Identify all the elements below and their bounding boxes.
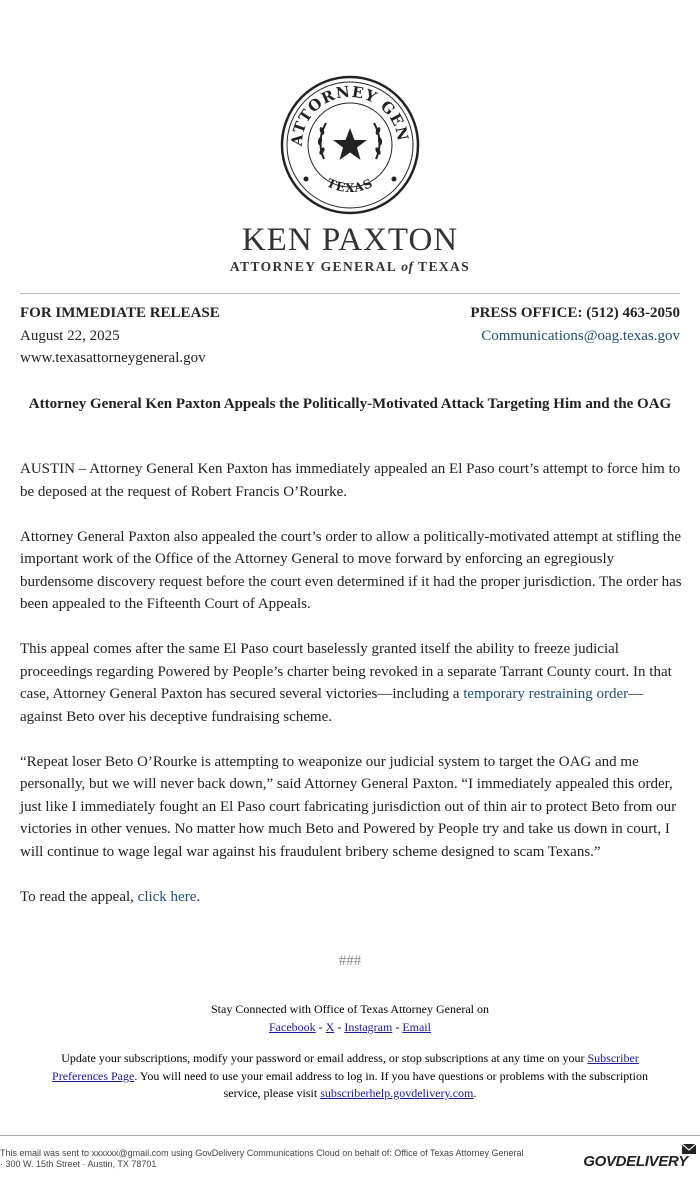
footer-divider [0,1135,700,1136]
instagram-link[interactable]: Instagram [344,1019,393,1034]
release-label: FOR IMMEDIATE RELEASE [20,305,220,321]
body-paragraph-5: To read the appeal, click here. [20,888,201,905]
subscriber-preferences-link[interactable]: Subscriber Preferences Page [52,1051,639,1083]
release-date: August 22, 2025 [20,327,120,344]
release-info [20,302,220,370]
subscriber-help-link[interactable]: subscriberhelp.govdelivery.com [320,1086,474,1100]
social-links: Stay Connected with Office of Texas Attorney General on Facebook - X - Instagram - Email [0,1001,700,1036]
end-mark: ### [338,953,362,969]
govdelivery-logo[interactable]: GOVDELIVERY [583,1153,688,1170]
header-divider [20,293,680,294]
appeal-link[interactable]: click here [137,888,197,905]
stay-connected-text: Stay Connected with Office of Texas Attorney General on [211,1002,489,1016]
x-link[interactable]: X [325,1019,335,1034]
press-office-phone: PRESS OFFICE: (512) 463-2050 [470,305,680,321]
body-paragraph-2: Attorney General Paxton also appealed the court’s order to allow a politically-motivated attempt at stifling the important work of the Office of the Attorney General to move forward by enforcing an egregiously burdensome discovery request before the court even determined if it had the proper jurisdiction. The order has been appealed to the Fifteenth Court of Appeals. [20,528,682,612]
sent-notice: This email was sent to xxxxxx@gmail.com using GovDelivery Communications Cloud on behalf of: Office of Texas Attorney General · 300 W. 15th Street · Austin, TX 78701 [0,1148,524,1169]
attorney-general-seal [280,75,420,215]
press-email-link[interactable]: Communications@oag.texas.gov [481,327,680,344]
body-paragraph-4: “Repeat loser Beto O’Rourke is attempting to weaponize our judicial system to target the OAG and me personally, but we will never back down,” said Attorney General Paxton. “I immediately appealed this order, just like I immediately fought an El Paso court fabricating jurisdiction out of thin air to protect Beto from our victories in other venues. No matter how much Beto and Powered by People try and take us down in court, I will continue to wage legal war against his fraudulent bribery scheme designed to scam Texans.” [20,753,677,860]
brand-subtitle: ATTORNEY GENERAL of TEXAS [229,259,471,274]
press-office-info [470,302,680,347]
email-link[interactable]: Email [402,1019,431,1034]
svg-text:THE ATTORNEY GENERAL: ATTORNEY GEN [287,82,413,147]
svg-text:TEXAS: TEXAS [324,175,376,196]
press-release-body [20,458,685,931]
body-paragraph-1: AUSTIN – Attorney General Ken Paxton has immediately appealed an El Paso court’s attempt to force him to be deposed at the request of Robert Francis O’Rourke. [20,461,681,500]
subscription-info: Update your subscriptions, modify your password or email address, or stop subscriptions at any time on your Subscriber Preferences Page. You will need to use your email address to log in. If you have questions or problems with the subscription service, please visit subscriberhelp.govdelivery.com. [52,1051,648,1100]
press-release-headline: Attorney General Ken Paxton Appeals the Politically-Motivated Attack Targeting Him and the OAG [28,396,672,412]
restraining-order-link[interactable]: temporary restraining order [463,686,629,702]
website: www.texasattorneygeneral.gov [20,350,206,366]
body-paragraph-3: This appeal comes after the same El Paso court baselessly granted itself the ability to freeze judicial proceedings regarding Powered by People’s charter being revoked in a separate Tarrant County court. In that case, Attorney General Paxton has secured several victories—including a temporary restraining order—against Beto over his deceptive fundraising scheme. [20,641,672,725]
facebook-link[interactable]: Facebook [269,1019,316,1034]
brand-name: KEN PAXTON [241,222,459,258]
